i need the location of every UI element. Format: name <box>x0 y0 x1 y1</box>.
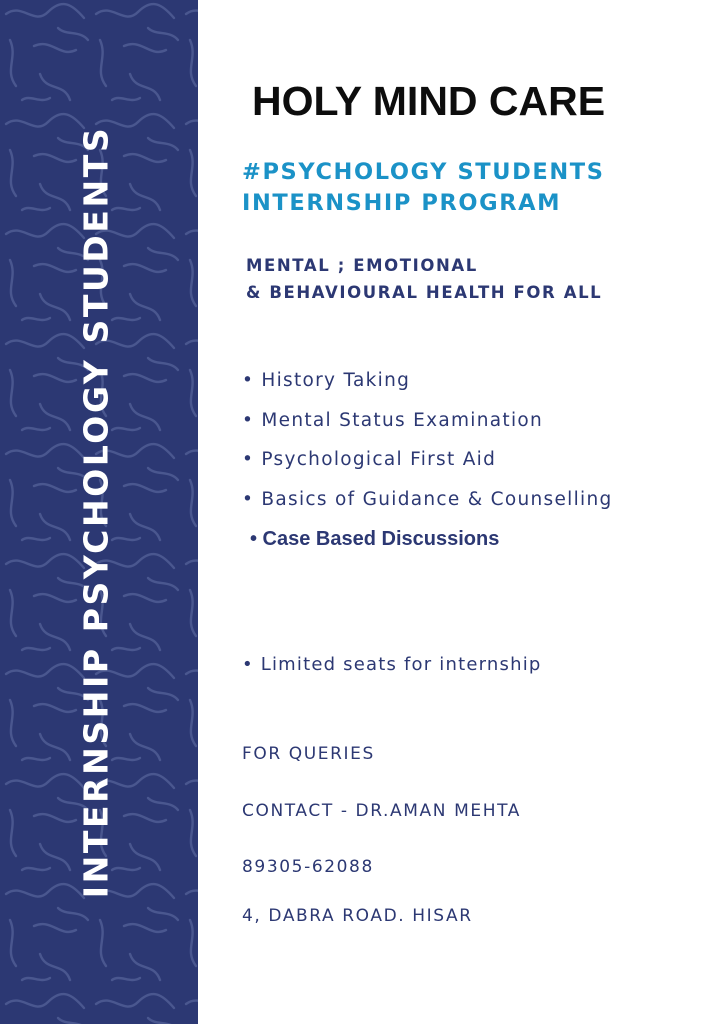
limited-seats-note: • Limited seats for internship <box>242 654 542 675</box>
list-item: • Case Based Discussions <box>250 528 500 550</box>
list-item: • Mental Status Examination <box>242 409 544 431</box>
address: 4, DABRA ROAD. HISAR <box>242 906 473 926</box>
list-item: • History Taking <box>242 370 411 391</box>
list-item: • Psychological First Aid <box>242 449 497 470</box>
contact-person: CONTACT - DR.AMAN MEHTA <box>242 801 521 821</box>
tagline-line-1: MENTAL ; EMOTIONAL <box>246 256 478 275</box>
program-line-2: INTERNSHIP PROGRAM <box>242 190 562 216</box>
tagline <box>246 252 602 306</box>
vertical-title: INTERNSHIP PSYCHOLOGY STUDENTS <box>76 125 116 899</box>
queries-label: FOR QUERIES <box>242 744 375 764</box>
program-line-1: #PSYCHOLOGY STUDENTS <box>242 159 605 185</box>
sidebar-panel <box>0 0 198 1024</box>
list-item: • Basics of Guidance & Counselling <box>242 488 613 510</box>
main-content <box>198 0 724 1024</box>
page-title: HOLY MIND CARE <box>252 78 606 124</box>
phone-number: 89305-62088 <box>242 857 374 877</box>
topics-list <box>242 366 613 564</box>
program-heading <box>242 157 605 219</box>
tagline-line-2: & BEHAVIOURAL HEALTH FOR ALL <box>246 283 603 302</box>
